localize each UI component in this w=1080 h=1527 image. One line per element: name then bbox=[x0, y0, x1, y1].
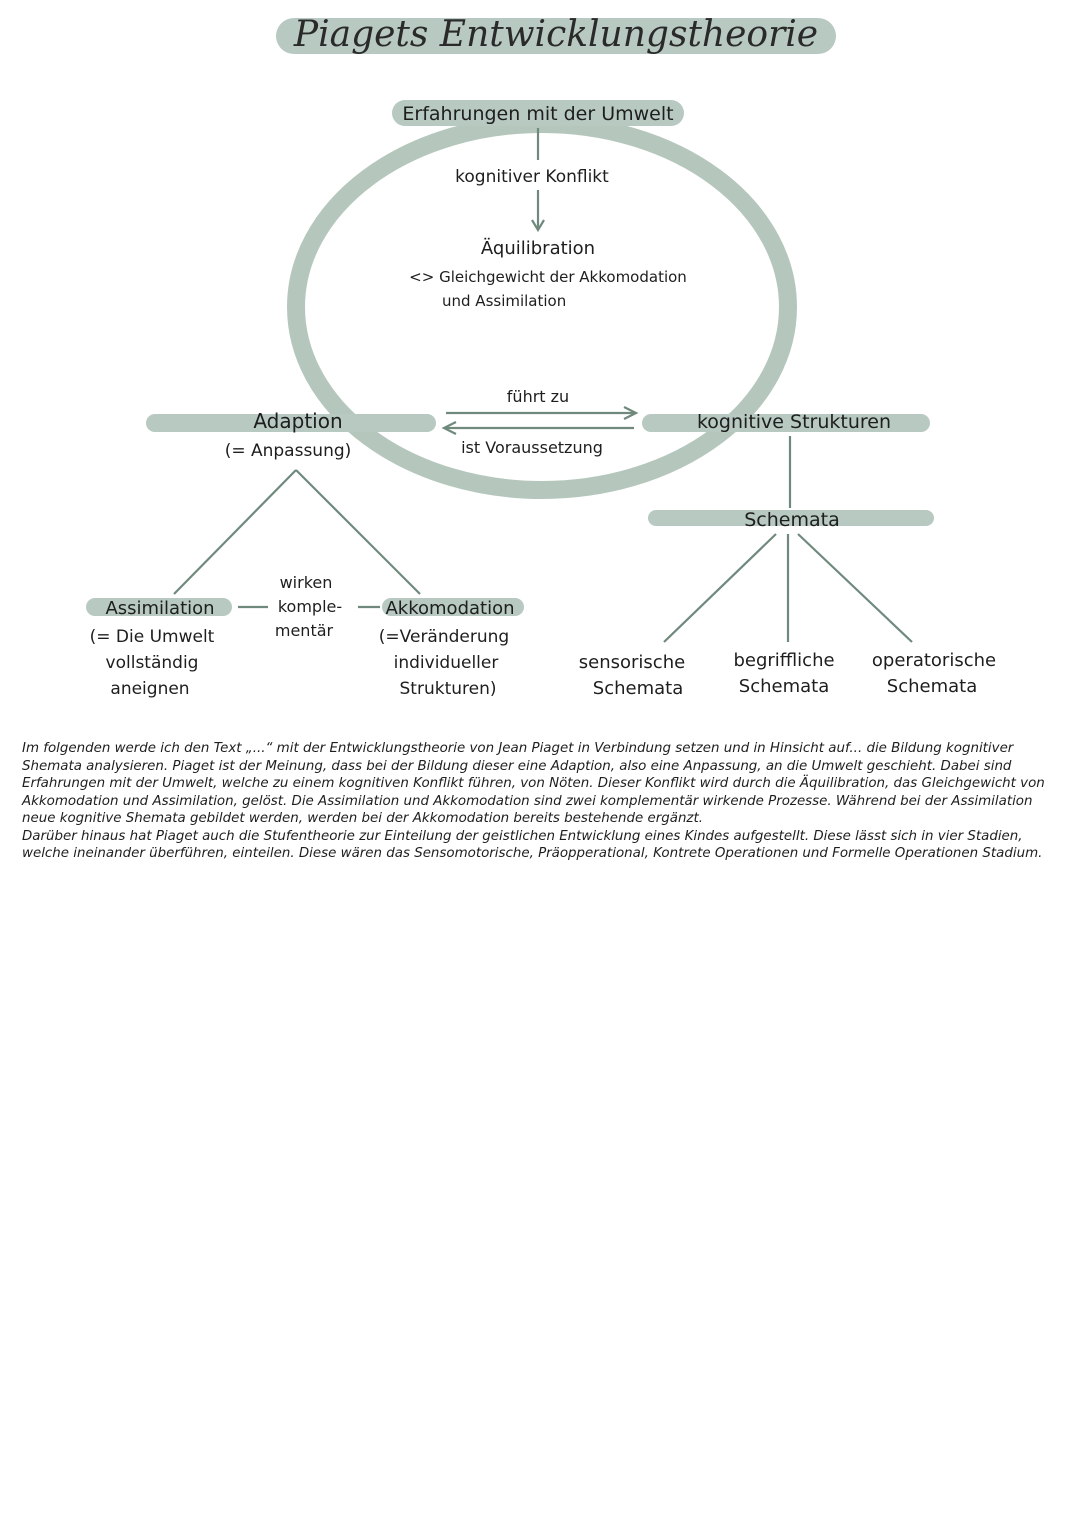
conflict-label: kognitiver Konflikt bbox=[455, 167, 609, 187]
adaption-note: (= Anpassung) bbox=[224, 441, 352, 461]
complementary-line-3: mentär bbox=[274, 621, 334, 640]
assimilation-title: Assimilation bbox=[105, 598, 215, 619]
body-paragraph-2: Darüber hinaus hat Piaget auch die Stufentheorie zur Einteilung der geistlichen Entwicklung eines Kindes aufgestellt. Diese lässt sich in vier Stadien, welche ineinander überführen, einteilen. Diese wären das Sensomotorische, Präopperational, Kontrete Operationen und Formelle Operationen Stadium. bbox=[22, 828, 1043, 861]
accommodation-line-1: (=Veränderung bbox=[378, 627, 510, 647]
conceptual-schemata-line-2: Schemata bbox=[738, 676, 830, 697]
sensory-schemata-line-2: Schemata bbox=[592, 678, 684, 699]
complementary-line-1: wirken bbox=[279, 573, 333, 592]
schemata-label: Schemata bbox=[744, 509, 840, 531]
accommodation-line-2: individueller bbox=[393, 653, 499, 673]
equilibration-title: Äquilibration bbox=[480, 238, 596, 259]
accommodation-line-3: Strukturen) bbox=[399, 679, 497, 699]
assimilation-line-1: (= Die Umwelt bbox=[89, 627, 215, 647]
equilibration-line-1: <> Gleichgewicht der Akkomodation bbox=[409, 268, 687, 286]
leads-to-label: führt zu bbox=[506, 387, 570, 406]
accommodation-title: Akkomodation bbox=[385, 598, 515, 619]
body-text bbox=[22, 740, 1052, 863]
line-schemata-to-sensory bbox=[664, 534, 776, 642]
cognitive-structures-label: kognitive Strukturen bbox=[696, 411, 892, 433]
adaption-title: Adaption bbox=[253, 409, 343, 433]
operational-schemata-line-1: operatorische bbox=[871, 650, 997, 671]
operational-schemata-line-2: Schemata bbox=[886, 676, 978, 697]
body-paragraph-1: Im folgenden werde ich den Text „...“ mit der Entwicklungstheorie von Jean Piaget in Verbindung setzen und in Hinsicht auf... die Bildung kognitiver Shemata analysieren. Piaget ist der Meinung, dass bei der Bildung dieser eine Adaption, also eine Anpassung, an die Umwelt geschieht. Dabei sind Erfahrungen mit der Umwelt, welche zu einem kognitiven Konflikt führen, von Nöten. Dieser Konflikt wird durch die Äquilibration, das Gleichgewicht von Akkomodation und Assimilation, gelöst. Die Assimilation und Akkomodation sind zwei komplementär wirkende Prozesse. Während bei der Assimilation neue kognitive Shemata gebildet werden, werden bei der Akkomodation bereits bestehende ergänzt. bbox=[22, 741, 1045, 826]
line-adaption-to-assimilation bbox=[174, 470, 296, 594]
sensory-schemata-line-1: sensorische bbox=[578, 652, 686, 673]
concept-map bbox=[0, 0, 1080, 730]
assimilation-line-3: aneignen bbox=[110, 679, 190, 699]
conceptual-schemata-line-1: begriffliche bbox=[733, 650, 835, 671]
page-title: Piagets Entwicklungstheorie bbox=[293, 14, 819, 55]
line-schemata-to-operational bbox=[798, 534, 912, 642]
environment-label: Erfahrungen mit der Umwelt bbox=[402, 103, 674, 125]
precondition-label: ist Voraussetzung bbox=[461, 438, 603, 457]
assimilation-line-2: vollständig bbox=[105, 653, 199, 673]
complementary-line-2: komple- bbox=[277, 597, 343, 616]
equilibration-line-2: und Assimilation bbox=[442, 292, 567, 310]
